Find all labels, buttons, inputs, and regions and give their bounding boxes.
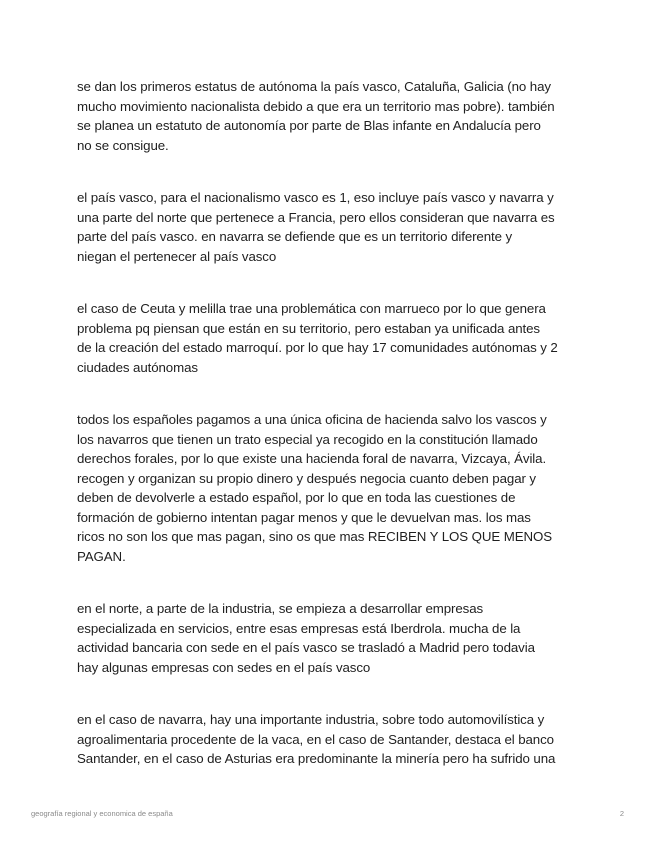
- footer-page-number: 2: [619, 809, 624, 818]
- paragraph-northern-services: en el norte, a parte de la industria, se empieza a desarrollar empresas especializada en servicios, entre esas empresas está Iberdrola. mucha de la actividad bancaria con sede en el país vasco se trasladó a Madrid pero todavia hay algunas empresas con sedes en el país vasco: [77, 601, 535, 675]
- paragraph-foral-treasury: todos los españoles pagamos a una única oficina de hacienda salvo los vascos y los navarros que tienen un trato especial ya recogido en la constitución llamado derechos forales, por lo que existe una hacienda foral de navarra, Vizcaya, Ávila. recogen y organizan su propio dinero y después negocia cuanto deben pagar y deben de devolverle a estado español, por lo que en toda las cuestiones de formación de gobierno intentan pagar menos y que le devuelvan mas. los mas ricos no son los que mas pagan, sino os que mas RECIBEN Y LOS QUE MENOS PAGAN.: [77, 412, 553, 564]
- paragraph-navarra-industry: en el caso de navarra, hay una importante industria, sobre todo automovilística y agroalimentaria procedente de la vaca, en el caso de Santander, destaca el banco Santander, en el caso de Asturias era predominante la minería pero ha sufrido una: [77, 712, 556, 766]
- paragraph-ceuta-melilla: el caso de Ceuta y melilla trae una problemática con marrueco por lo que genera problema pq piensan que están en su territorio, pero estaban ya unificada antes de la creación del estado marroquí. por lo que hay 17 comunidades autónomas y 2 ciudades autónomas: [77, 301, 558, 375]
- paragraph-autonomy-statutes: se dan los primeros estatus de autónoma la país vasco, Cataluña, Galicia (no hay mucho movimiento nacionalista debido a que era un territorio mas pobre). también se planea un estatuto de autonomía por parte de Blas infante en Andalucía pero no se consigue.: [77, 79, 555, 153]
- paragraph-basque-nationalism: el país vasco, para el nacionalismo vasco es 1, eso incluye país vasco y navarra y una parte del norte que pertenece a Francia, pero ellos consideran que navarra es parte del país vasco. en navarra se defiende que es un territorio diferente y niegan el pertenecer al país vasco: [77, 190, 555, 264]
- page-content: [77, 77, 582, 802]
- footer-document-title: geografía regional y economica de españa: [31, 809, 173, 818]
